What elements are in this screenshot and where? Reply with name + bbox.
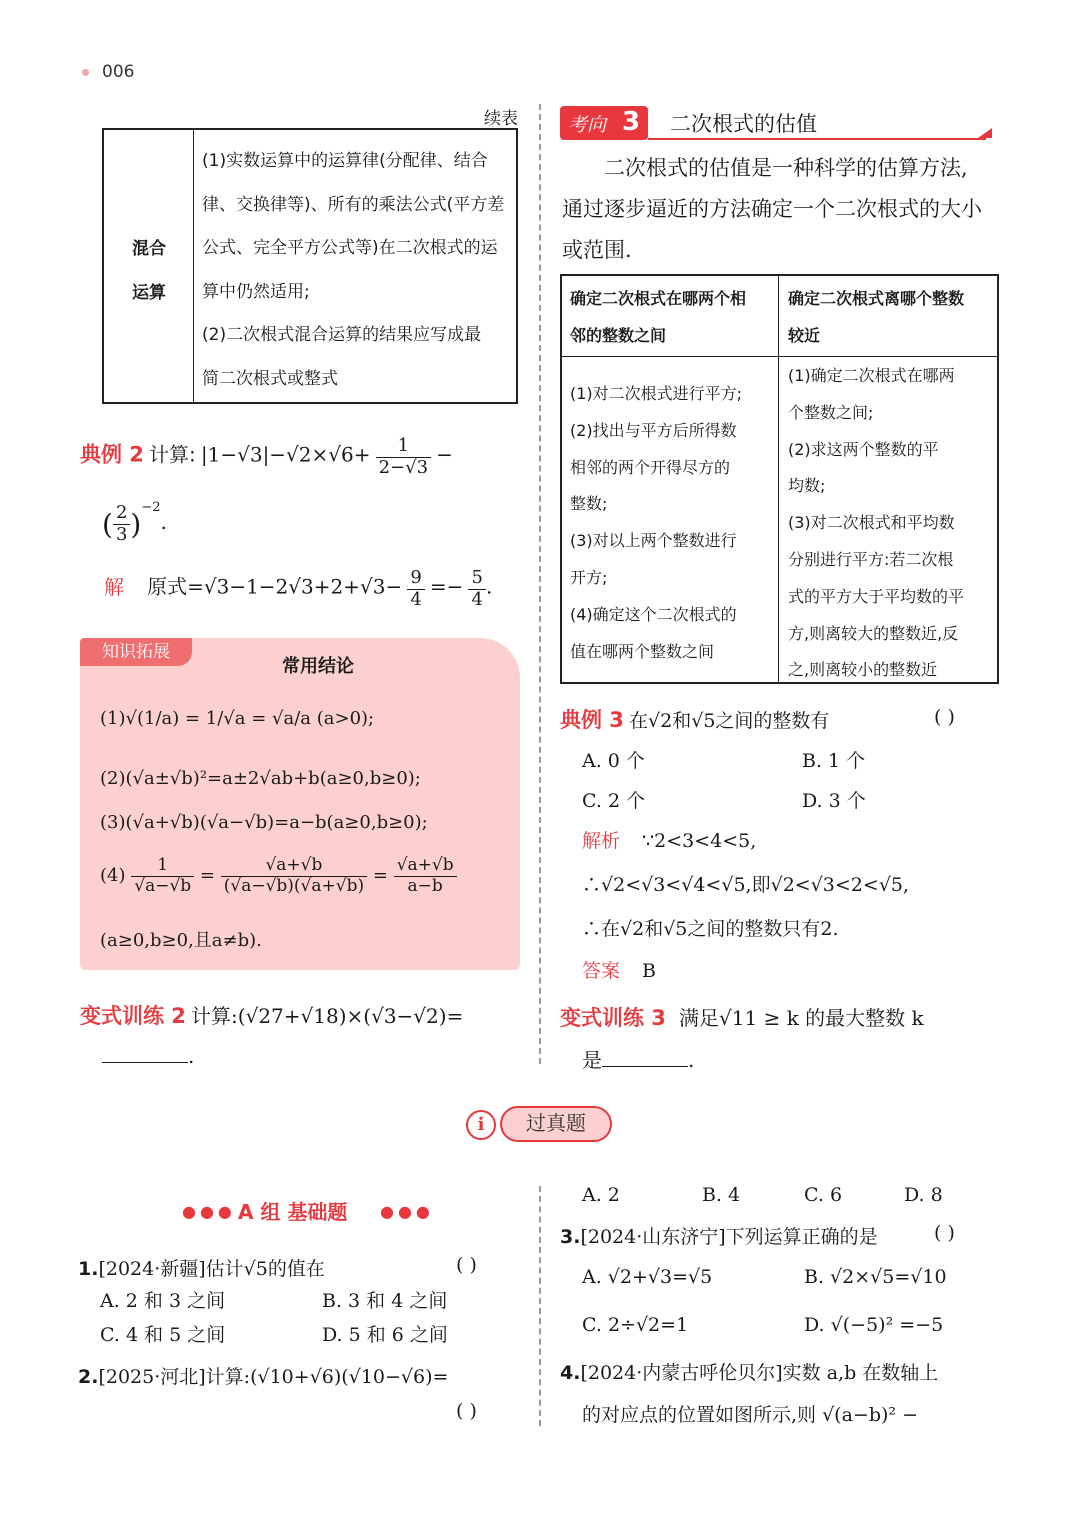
q2-option-b: B. 4 xyxy=(702,1184,741,1206)
table-header-left xyxy=(570,280,746,354)
table-line: (2)二次根式混合运算的结果应写成最 xyxy=(202,325,482,345)
question-number: 4. xyxy=(560,1362,581,1384)
question-text: [2024·新疆]估计√5的值在 xyxy=(98,1258,325,1280)
cell-line: 值在哪两个整数之间 xyxy=(570,641,715,661)
table-divider-vertical xyxy=(778,276,779,682)
fraction-denominator: a−b xyxy=(407,875,443,896)
cell-line: (2)找出与平方后所得数 xyxy=(570,420,737,440)
header-line: 邻的整数之间 xyxy=(570,326,667,345)
fraction-numerator: 5 xyxy=(468,568,485,590)
item4-fraction-3 xyxy=(394,856,457,896)
dots-left-decoration: ●●● xyxy=(182,1202,236,1221)
variant-3-answer xyxy=(582,1044,694,1073)
column-divider xyxy=(539,104,541,1064)
option-b: B. 1 个 xyxy=(802,750,866,772)
fraction-numerator: 1 xyxy=(376,436,431,458)
cell-line: 开方; xyxy=(570,567,608,587)
header-line: 确定二次根式在哪两个相 xyxy=(570,289,747,308)
question-4-line-2: 的对应点的位置如图所示,则 √(a−b)² − xyxy=(582,1404,918,1426)
mixed-operations-table xyxy=(102,128,518,404)
q3-option-c: C. 2÷√2=1 xyxy=(582,1314,689,1336)
cell-line: (3)对以上两个整数进行 xyxy=(570,531,737,551)
example-2-solution: 解 原式=√3−1−2√3+2+√3− $\frac{9}{4}$ =− $\frac{5}{4}$ . xyxy=(104,567,493,610)
row-label-line2: 运算 xyxy=(132,283,166,303)
estimation-table xyxy=(560,274,999,684)
fraction-denominator: 3 xyxy=(115,524,128,545)
row-label-line1: 混合 xyxy=(132,239,166,259)
table-line: 律、交换律等)、所有的乘法公式(平方差 xyxy=(202,194,505,215)
item-text: √(1/a) = 1/√a = √a/a (a>0); xyxy=(125,708,375,729)
option-d: D. 3 个 xyxy=(802,790,866,812)
group-a-title xyxy=(238,1196,347,1225)
analysis-label: 解析 xyxy=(582,830,621,852)
cell-line: 分别进行平方:若二次根 xyxy=(788,549,954,569)
table-line: (1)实数运算中的运算律(分配律、结合 xyxy=(202,151,488,171)
q2-option-c: C. 6 xyxy=(804,1184,843,1206)
table-line: 算中仍然适用; xyxy=(202,281,310,302)
cell-line: 相邻的两个开得尽方的 xyxy=(570,457,731,477)
variant-2-end: . xyxy=(188,1044,195,1068)
question-text: [2025·河北]计算:(√10+√6)(√10−√6)= xyxy=(98,1366,449,1388)
variant-3-text: 满足√11 ≥ k 的最大整数 k xyxy=(679,1006,924,1030)
header-line: 较近 xyxy=(788,326,821,345)
table-cell-left xyxy=(570,376,742,670)
example-3-question: 在√2和√5之间的整数有 xyxy=(629,710,830,732)
table-cell-right xyxy=(788,358,964,689)
knowledge-item-2: (2)(√a±√b)²=a±2√ab+b(a≥0,b≥0); xyxy=(100,768,421,789)
section-tag-text: 考向 xyxy=(568,114,607,136)
example-2-expr-tail: − xyxy=(436,442,453,467)
example-2-fraction xyxy=(376,436,431,478)
group-a-title-text: A 组 基础题 xyxy=(238,1200,348,1224)
question-2-paren: ( ) xyxy=(456,1400,477,1422)
question-1-paren: ( ) xyxy=(456,1254,477,1276)
intro-line: 或范围. xyxy=(562,238,632,262)
cell-line: 方,则离较大的整数近,反 xyxy=(788,623,959,643)
header-line: 确定二次根式离哪个整数 xyxy=(788,289,965,308)
cell-line: (4)确定这个二次根式的 xyxy=(570,604,737,624)
example-3-label: 典例 3 xyxy=(560,708,624,732)
example-2-power: ( $\frac{2}{3}$ )$^{-2}$. xyxy=(102,500,167,545)
q3-option-d: D. √(−5)² =−5 xyxy=(804,1314,944,1336)
answer-line xyxy=(582,956,656,983)
variant-2-answer xyxy=(102,1044,194,1068)
q1-option-c: C. 4 和 5 之间 xyxy=(100,1324,226,1346)
q2-option-a: A. 2 xyxy=(582,1184,620,1206)
example-3-answer-paren: ( ) xyxy=(934,706,955,728)
variant-3-prefix: 是 xyxy=(582,1048,602,1072)
cell-line: (3)对二次根式和平均数 xyxy=(788,513,955,533)
question-4 xyxy=(560,1358,938,1385)
cell-line: 整数; xyxy=(570,494,608,514)
cell-line: (1)对二次根式进行平方; xyxy=(570,384,743,403)
knowledge-box xyxy=(80,638,520,970)
solution-label: 解 xyxy=(104,574,124,599)
q3-option-b: B. √2×√5=√10 xyxy=(804,1266,947,1288)
fraction-numerator: √a+√b xyxy=(394,856,457,877)
q1-option-d: D. 5 和 6 之间 xyxy=(322,1324,448,1346)
solution-text: 原式=√3−1−2√3+2+√3− xyxy=(147,574,403,599)
info-icon: i xyxy=(466,1110,496,1140)
solution-eq: =− xyxy=(429,574,464,599)
item4-fraction-2 xyxy=(221,856,367,896)
analysis-text: ∵2<3<4<5, xyxy=(642,830,757,852)
page-number: 006 xyxy=(102,62,135,82)
question-text: [2024·山东济宁]下列运算正确的是 xyxy=(580,1226,878,1248)
table-cell-content xyxy=(202,140,514,401)
table-header-right xyxy=(788,280,964,354)
column-divider-bottom xyxy=(539,1186,541,1426)
knowledge-item-4-condition: (a≥0,b≥0,且a≠b). xyxy=(100,930,262,951)
table-line: 简二次根式或整式 xyxy=(202,368,338,389)
example-2-expr: |1−√3|−√2×√6+ xyxy=(200,442,371,467)
question-2 xyxy=(78,1362,448,1389)
section-title: 二次根式的估值 xyxy=(670,112,817,136)
example-3 xyxy=(560,704,829,734)
analysis-line-1 xyxy=(582,826,756,853)
answer-value: B xyxy=(642,960,656,982)
knowledge-title: 常用结论 xyxy=(282,656,354,677)
item-prefix: (1) xyxy=(100,708,126,729)
variant-3 xyxy=(560,1002,924,1032)
fraction-denominator: (√a−√b)(√a+√b) xyxy=(223,875,365,896)
question-number: 3. xyxy=(560,1226,581,1248)
variant-2-label: 变式训练 2 xyxy=(80,1004,186,1028)
cell-line: 之,则离较小的整数近 xyxy=(788,660,938,680)
section-tag-number: 3 xyxy=(622,107,641,137)
variant-3-end: . xyxy=(688,1048,695,1072)
fraction-numerator: 2 xyxy=(113,503,130,525)
knowledge-tag: 知识拓展 xyxy=(80,638,192,666)
question-1 xyxy=(78,1254,325,1281)
analysis-line-3: ∴在√2和√5之间的整数只有2. xyxy=(582,918,839,940)
fraction-denominator: 4 xyxy=(471,588,483,610)
knowledge-item-3: (3)(√a+√b)(√a−√b)=a−b(a≥0,b≥0); xyxy=(100,812,428,833)
answer-label: 答案 xyxy=(582,960,621,982)
fraction-numerator: 9 xyxy=(407,568,424,590)
variant-3-label: 变式训练 3 xyxy=(560,1006,666,1030)
cell-line: (1)确定二次根式在哪两 xyxy=(788,366,955,385)
section-underline xyxy=(648,138,986,140)
table-row-header xyxy=(104,130,194,402)
cell-line: 均数; xyxy=(788,476,826,496)
fraction-denominator: √a−√b xyxy=(134,875,192,896)
knowledge-item-4: (4) $\frac{1}{√a-√b}$ = $\frac{√a+√b}{(√a-√b)(√a+√b)}$ = $\frac{√a+√b}{a-b}$ xyxy=(100,856,457,896)
solution-fraction-2 xyxy=(468,568,485,610)
continued-table-label: 续表 xyxy=(484,109,518,129)
dots-right-decoration: ●●● xyxy=(380,1202,434,1221)
section-tag xyxy=(560,106,648,140)
example-2-label: 典例 2 xyxy=(80,442,144,467)
table-line: 公式、完全平方公式等)在二次根式的运 xyxy=(202,238,498,258)
question-3-paren: ( ) xyxy=(934,1222,955,1244)
item-prefix: (4) xyxy=(100,865,126,887)
question-text: [2024·内蒙古呼伦贝尔]实数 a,b 在数轴上 xyxy=(580,1362,939,1384)
answer-blank xyxy=(602,1066,688,1067)
solution-fraction-1 xyxy=(407,568,424,610)
page-dot xyxy=(82,69,89,76)
power-exponent: −2 xyxy=(141,500,161,515)
cell-line: 式的平方大于平均数的平 xyxy=(788,586,965,606)
power-fraction xyxy=(113,503,130,545)
intro-line: 通过逐步逼近的方法确定一个二次根式的大小 xyxy=(562,197,982,221)
fraction-denominator: 2−√3 xyxy=(378,456,429,478)
knowledge-item-1 xyxy=(100,708,374,729)
cell-line: 个整数之间; xyxy=(788,402,874,422)
q2-option-d: D. 8 xyxy=(904,1184,943,1206)
q1-option-b: B. 3 和 4 之间 xyxy=(322,1290,448,1312)
fraction-denominator: 4 xyxy=(410,588,422,610)
question-number: 1. xyxy=(78,1258,99,1280)
section-intro xyxy=(562,148,1002,271)
analysis-line-2: ∴√2<√3<√4<√5,即√2<√3<2<√5, xyxy=(582,874,910,896)
intro-line: 二次根式的估值是一种科学的估算方法, xyxy=(604,156,968,180)
section-underline-arrow xyxy=(978,128,992,138)
option-a: A. 0 个 xyxy=(582,750,645,772)
q1-option-a: A. 2 和 3 之间 xyxy=(100,1290,226,1312)
example-2 xyxy=(80,436,453,478)
fraction-numerator: 1 xyxy=(131,856,194,877)
question-number: 2. xyxy=(78,1366,99,1388)
q3-option-a: A. √2+√3=√5 xyxy=(582,1266,713,1288)
option-c: C. 2 个 xyxy=(582,790,646,812)
variant-2 xyxy=(80,1000,463,1030)
item4-fraction-1 xyxy=(131,856,194,896)
example-2-prompt: 计算: xyxy=(149,442,196,467)
exam-section-title: 过真题 xyxy=(500,1106,612,1142)
variant-2-text: 计算:(√27+√18)×(√3−√2)= xyxy=(191,1004,464,1028)
cell-line: (2)求这两个整数的平 xyxy=(788,439,939,459)
answer-blank xyxy=(102,1062,188,1063)
table-divider-horizontal xyxy=(562,356,997,357)
question-3 xyxy=(560,1222,878,1249)
fraction-numerator: √a+√b xyxy=(221,856,367,877)
